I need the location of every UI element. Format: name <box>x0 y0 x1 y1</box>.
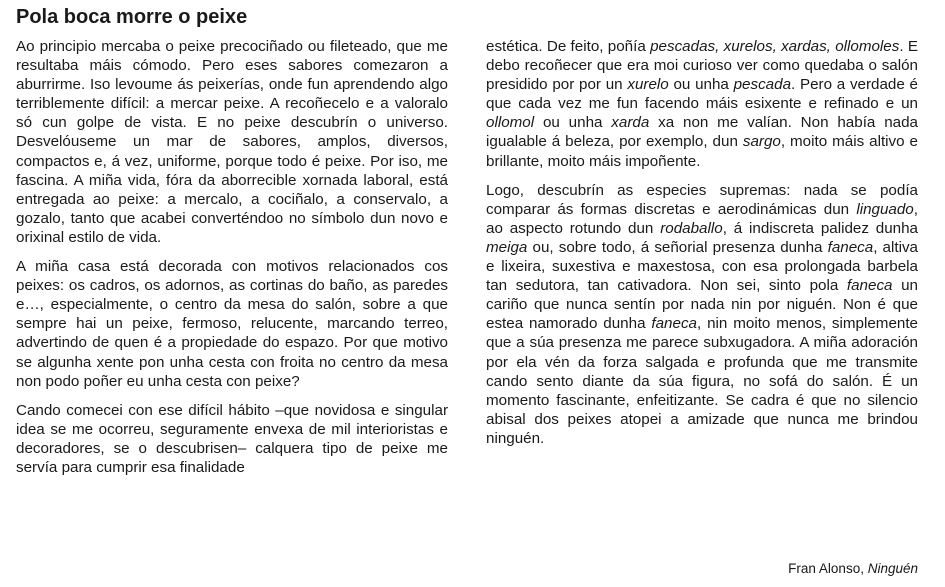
italic-run: faneca <box>827 238 874 256</box>
author-name: Fran Alonso, <box>788 561 868 576</box>
text-run: . Pero a verdade é que cada vez me fun facendo máis esixente e refinado e un <box>486 76 918 113</box>
italic-run: faneca <box>846 277 893 295</box>
italic-run: pescadas, xurelos, xardas, ollomoles <box>650 38 900 55</box>
author-credit <box>788 561 918 576</box>
page-title: Pola boca morre o peixe <box>16 6 248 28</box>
italic-run: xarda <box>611 114 650 132</box>
text-run: un cariño que nunca sentín por nada nin por niguén. Non é que estea namorado dunha <box>486 277 918 333</box>
italic-run: meiga <box>486 238 528 256</box>
text-run: , ao aspecto rotundo dun <box>486 200 918 237</box>
paragraph <box>486 37 918 171</box>
paragraph: Cando comecei con ese difícil hábito –que novidosa e singular idea se me ocorreu, seguramente envexa de mil interioristas e decoradores, se o descubrisen– calquera tipo de peixe me servía para cumprir esa finalidade <box>16 401 448 476</box>
text-run: xa non me valían. Non había nada igualable á beleza, por exemplo, dun <box>486 114 918 151</box>
italic-run: rodaballo <box>660 219 723 237</box>
left-column <box>16 37 448 487</box>
text-run: estética. De feito, poñía <box>486 38 651 55</box>
italic-run: xurelo <box>627 76 669 94</box>
text-run: ou unha <box>668 76 734 94</box>
right-column <box>486 37 918 458</box>
text-run: . E debo recoñecer que era moi curioso ver como quedaba o salón presidido por por un <box>486 38 919 94</box>
book-title: Ninguén <box>867 561 918 576</box>
text-run: , altiva e lixeira, suxestiva e maxestosa, con esa prolongada barbela tan sedutora, tan cativadora. Non sei, sinto pola <box>486 238 918 295</box>
text-run: , moito máis altivo e brillante, moito máis impoñente. <box>486 133 918 170</box>
paragraph <box>486 181 918 448</box>
text-run: ou unha <box>534 114 612 132</box>
paragraph: Ao principio mercaba o peixe precociñado ou fileteado, que me resultaba máis cómodo. Pero eses sabores comezaron a aburrirme. Iso levoume ás peixerías, onde fun aprendendo algo terriblemente difícil: a mercar peixe. A recoñecelo e a valoralo só cun golpe de vista. E no peixe descubrín o universo. Desvelóuseme un mar de sabores, amplos, diversos, compactos e, á vez, uniforme, porque todo é peixe. Por iso, me fascina. A miña vida, fóra da aborrecible xornada laboral, está entregada ao peixe: a mercalo, a cociñalo, a conservalo, a gozalo, tanto que acabei converténdoo no símbolo dun novo e orixinal estilo de vida. <box>16 38 448 246</box>
italic-run: sargo <box>742 133 781 151</box>
paragraph: A miña casa está decorada con motivos relacionados cos peixes: os cadros, os adornos, as cortinas do baño, as paredes e…, especialmente, o centro da mesa do salón, sobre a que sempre hai un peixe, fermoso, relucente, marcando terreo, advertindo de quen é a propiedade do espazo. Por que motivo se algunha xente pon unha cesta con froita no centro da mesa non podo poñer eu unha cesta con peixe? <box>16 258 448 390</box>
text-run: , nin moito menos, simplemente que a súa presenza me parece subxugadora. A miña adoración por ela vén da forza salgada e profunda que me transmite cando sento diante da súa figura, no sofá do salón. É un momento fascinante, enfeitizante. Se cadra é que no silencio abisal dos peixes atopei a amizade que nunca me brindou ninguén. <box>486 315 919 447</box>
text-run: ou, sobre todo, á señorial presenza dunha <box>527 238 828 256</box>
italic-run: ollomol <box>486 114 535 132</box>
italic-run: linguado <box>856 200 914 218</box>
text-run: , á indiscreta palidez dunha <box>722 219 918 237</box>
italic-run: pescada <box>733 76 792 94</box>
italic-run: faneca <box>651 315 697 333</box>
text-run: Logo, descubrín as especies supremas: nada se podía comparar ás formas discretas e aerodinámicas dun <box>486 181 918 218</box>
